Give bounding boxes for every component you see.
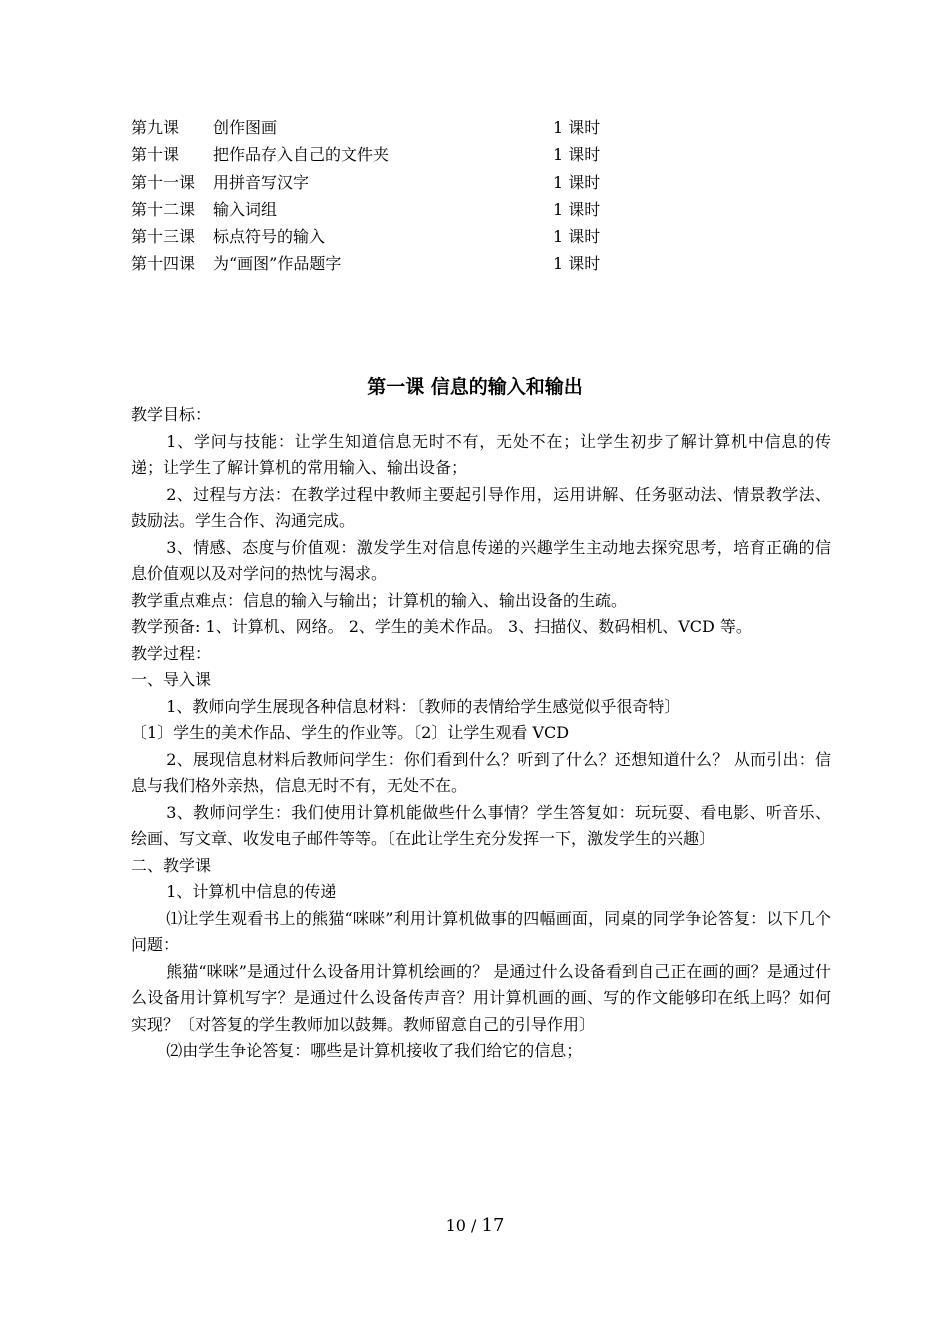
current-page: 10 — [445, 1216, 466, 1235]
lesson-heading: 第一课 信息的输入和输出 — [367, 376, 583, 398]
schedule-row — [131, 114, 691, 141]
paragraph: 3、情感、态度与价值观：激发学生对信息传递的兴趣学生主动地去探究思考，培育正确的信息价值观以及对学问的热忱与渴求。 — [131, 537, 831, 583]
paragraph: 1、计算机中信息的传递 — [166, 882, 337, 901]
lesson-hours: 1 课时 — [553, 254, 601, 274]
lesson-number: 第十二课 — [131, 199, 196, 219]
page-number — [0, 1214, 950, 1238]
paragraph: ⑴让学生观看书上的熊猫“咪咪”利用计算机做事的四幅画面，同桌的同学争论答复：以下几个问题： — [131, 908, 831, 954]
schedule-row — [131, 196, 691, 223]
schedule-row — [131, 223, 691, 250]
lesson-name: 把作品存入自己的文件夹 — [213, 145, 390, 165]
paragraph: 熊猫“咪咪”是通过什么设备用计算机绘画的？ 是通过什么设备看到自己正在画的画？是通过什么设备用计算机写字？是通过什么设备传声音？用计算机画的画、写的作文能够印在纸上吗？如何实现？〔对答复的学生教师加以鼓舞。教师留意自己的引导作用〕 — [131, 961, 831, 1034]
total-pages: 17 — [481, 1215, 505, 1236]
schedule-row — [131, 169, 691, 196]
lesson-body — [131, 402, 831, 1065]
lesson-hours: 1 课时 — [553, 172, 601, 192]
lesson-number: 第十三课 — [131, 227, 196, 247]
paragraph: 一、导入课 — [131, 670, 212, 689]
paragraph: 3、教师问学生：我们使用计算机能做些什么事情？学生答复如：玩玩耍、看电影、听音乐、绘画、写文章、收发电子邮件等等。〔在此让学生充分发挥一下，激发学生的兴趣〕 — [131, 802, 831, 848]
schedule-row — [131, 141, 691, 168]
course-schedule-list — [131, 114, 691, 278]
lesson-name: 标点符号的输入 — [213, 227, 326, 247]
lesson-number: 第十一课 — [131, 172, 196, 192]
paragraph: 教学预备: 1、计算机、网络。 2、学生的美术作品。 3、扫描仪、数码相机、VCD 等。 — [131, 617, 752, 636]
lesson-name: 为“画图”作品题字 — [213, 254, 342, 274]
paragraph: 教学过程： — [131, 643, 212, 663]
lesson-number: 第十课 — [131, 145, 180, 165]
paragraph: 二、教学课 — [131, 855, 212, 875]
schedule-row — [131, 250, 691, 277]
paragraph: 1、学问与技能：让学生知道信息无时不有，无处不在；让学生初步了解计算机中信息的传递；让学生了解计算机的常用输入、输出设备； — [131, 431, 831, 477]
lesson-number: 第十四课 — [131, 254, 196, 274]
lesson-hours: 1 课时 — [553, 118, 601, 137]
lesson-name: 创作图画 — [213, 118, 278, 137]
lesson-name: 输入词组 — [213, 199, 278, 219]
lesson-name: 用拼音写汉字 — [213, 172, 310, 192]
paragraph: 1、教师向学生展现各种信息材料：〔教师的表情给学生感觉似乎很奇特〕 — [166, 696, 681, 716]
paragraph: 教学目标： — [131, 405, 212, 424]
paragraph: 〔1〕学生的美术作品、学生的作业等。〔2〕让学生观看 VCD — [131, 723, 570, 742]
page-separator: / — [465, 1216, 482, 1235]
lesson-hours: 1 课时 — [553, 199, 601, 219]
paragraph: 教学重点难点：信息的输入与输出；计算机的输入、输出设备的生疏。 — [131, 590, 628, 610]
paragraph: 2、展现信息材料后教师问学生：你们看到什么？听到了什么？还想知道什么？ 从而引出：信息与我们格外亲热，信息无时不有，无处不在。 — [131, 749, 831, 795]
paragraph: 2、过程与方法：在教学过程中教师主要起引导作用，运用讲解、任务驱动法、情景教学法、鼓励法。学生合作、沟通完成。 — [131, 484, 831, 530]
lesson-hours: 1 课时 — [553, 145, 601, 165]
paragraph: ⑵由学生争论答复：哪些是计算机接收了我们给它的信息； — [166, 1041, 583, 1060]
lesson-number: 第九课 — [131, 118, 180, 137]
lesson-hours: 1 课时 — [553, 227, 601, 247]
